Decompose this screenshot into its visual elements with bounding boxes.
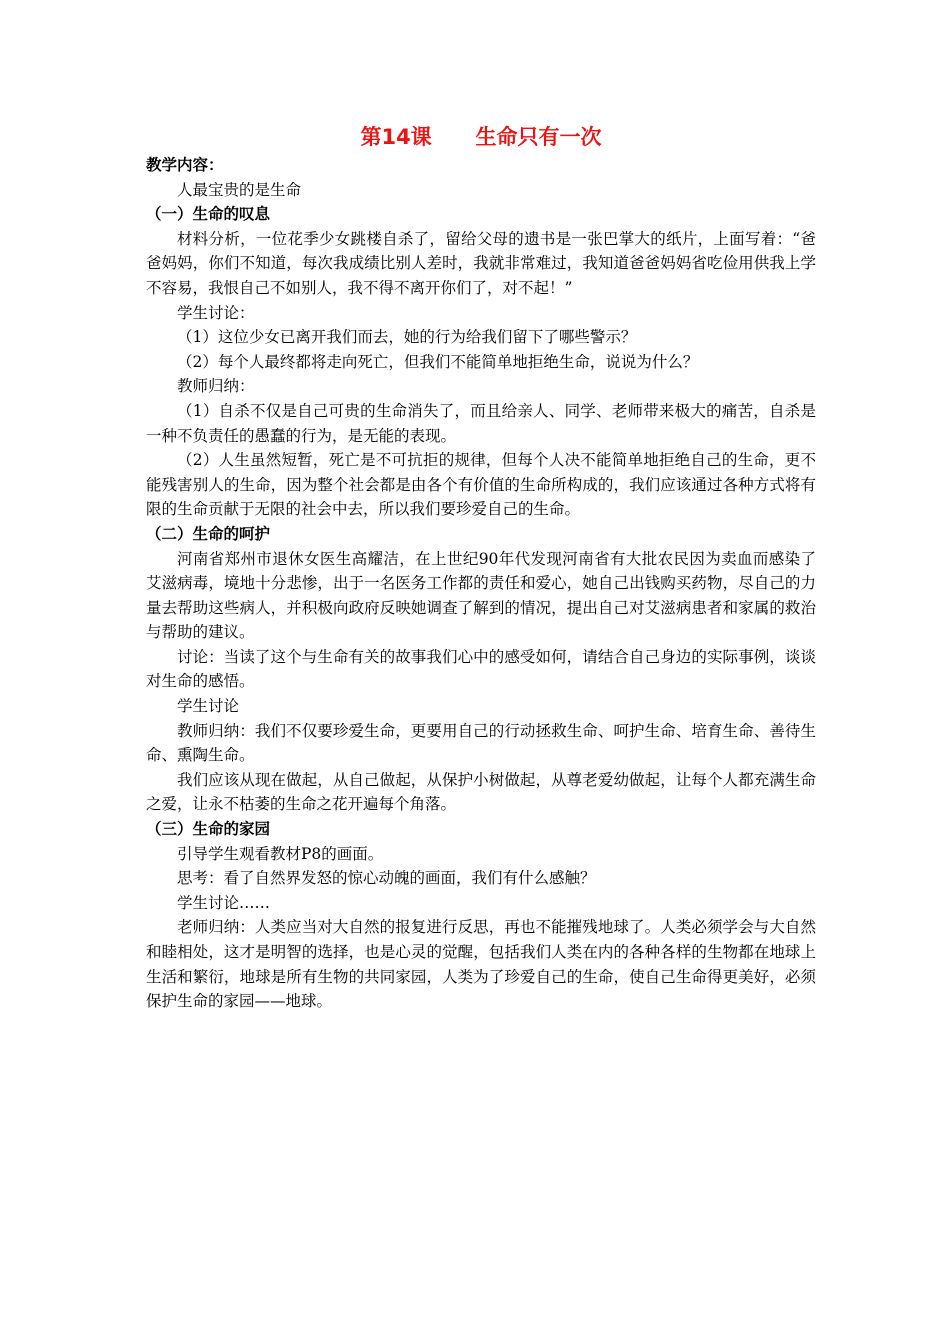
section-heading: （一）生命的叹息: [146, 205, 271, 224]
section-heading: （二）生命的呵护: [146, 524, 271, 543]
paragraph: 思考：看了自然界发怒的惊心动魄的画面，我们有什么感触？: [177, 869, 596, 888]
paragraph: 我们应该从现在做起，从自己做起，从保护小树做起，从尊老爱幼做起，让每个人都充满生命之爱，让永不枯萎的生命之花开遍每个角落。: [146, 770, 816, 814]
page-title: 第14课 生命只有一次: [360, 125, 602, 149]
paragraph: 学生讨论: [177, 697, 240, 716]
paragraph: （1）这位少女已离开我们而去，她的行为给我们留下了哪些警示？: [177, 328, 637, 347]
paragraph: 讨论：当读了这个与生命有关的故事我们心中的感受如何，请结合自己身边的实际事例，谈谈对生命的感悟。: [146, 647, 816, 691]
paragraph: （2）人生虽然短暂，死亡是不可抗拒的规律，但每个人决不能简单地拒绝自己的生命，更不能残害别人的生命，因为整个社会都是由各个有价值的生命所构成的，我们应该通过各种方式将有限的生命贡献于无限的社会中去，所以我们要珍爱自己的生命。: [146, 451, 816, 519]
section-heading: 教学内容：: [146, 156, 224, 174]
section-heading: （三）生命的家园: [146, 820, 271, 839]
paragraph: 老师归纳：人类应当对大自然的报复进行反思，再也不能摧残地球了。人类必须学会与大自然和睦相处，这才是明智的选择，也是心灵的觉醒，包括我们人类在内的各种各样的生物都在地球上生活和繁衍，地球是所有生物的共同家园，人类为了珍爱自己的生命，使自己生命得更美好，必须保护生命的家园——地球。: [146, 918, 816, 1011]
paragraph: 教师归纳：我们不仅要珍爱生命，更要用自己的行动拯救生命、呵护生命、培育生命、善待生命、熏陶生命。: [146, 721, 816, 765]
paragraph: 材料分析，一位花季少女跳楼自杀了，留给父母的遗书是一张巴掌大的纸片，上面写着：“爸爸妈妈，你们不知道，每次我成绩比别人差时，我就非常难过，我知道爸爸妈妈省吃俭用供我上学不容易，我恨自己不如别人，我不得不离开你们了，对不起！”: [146, 229, 816, 297]
document-page: [146, 122, 816, 1014]
paragraph: 学生讨论：: [177, 303, 255, 322]
paragraph: （2）每个人最终都将走向死亡，但我们不能简单地拒绝生命，说说为什么？: [177, 352, 699, 371]
paragraph: 人最宝贵的是生命: [177, 180, 302, 199]
paragraph: （1）自杀不仅是自己可贵的生命消失了，而且给亲人、同学、老师带来极大的痛苦，自杀是一种不负责任的愚蠢的行为，是无能的表现。: [146, 401, 816, 445]
paragraph: 教师归纳：: [177, 377, 255, 396]
paragraph: 河南省郑州市退休女医生高耀洁，在上世纪90年代发现河南省有大批农民因为卖血而感染了艾滋病毒，境地十分悲惨，出于一名医务工作都的责任和爱心，她自己出钱购买药物，尽自己的力量去帮助这些病人，并积极向政府反映她调查了解到的情况，提出自己对艾滋病患者和家属的救治与帮助的建议。: [146, 549, 816, 642]
paragraph: 引导学生观看教材P8的画面。: [177, 844, 384, 863]
document-body: [146, 153, 816, 1014]
paragraph: 学生讨论……: [177, 893, 271, 912]
